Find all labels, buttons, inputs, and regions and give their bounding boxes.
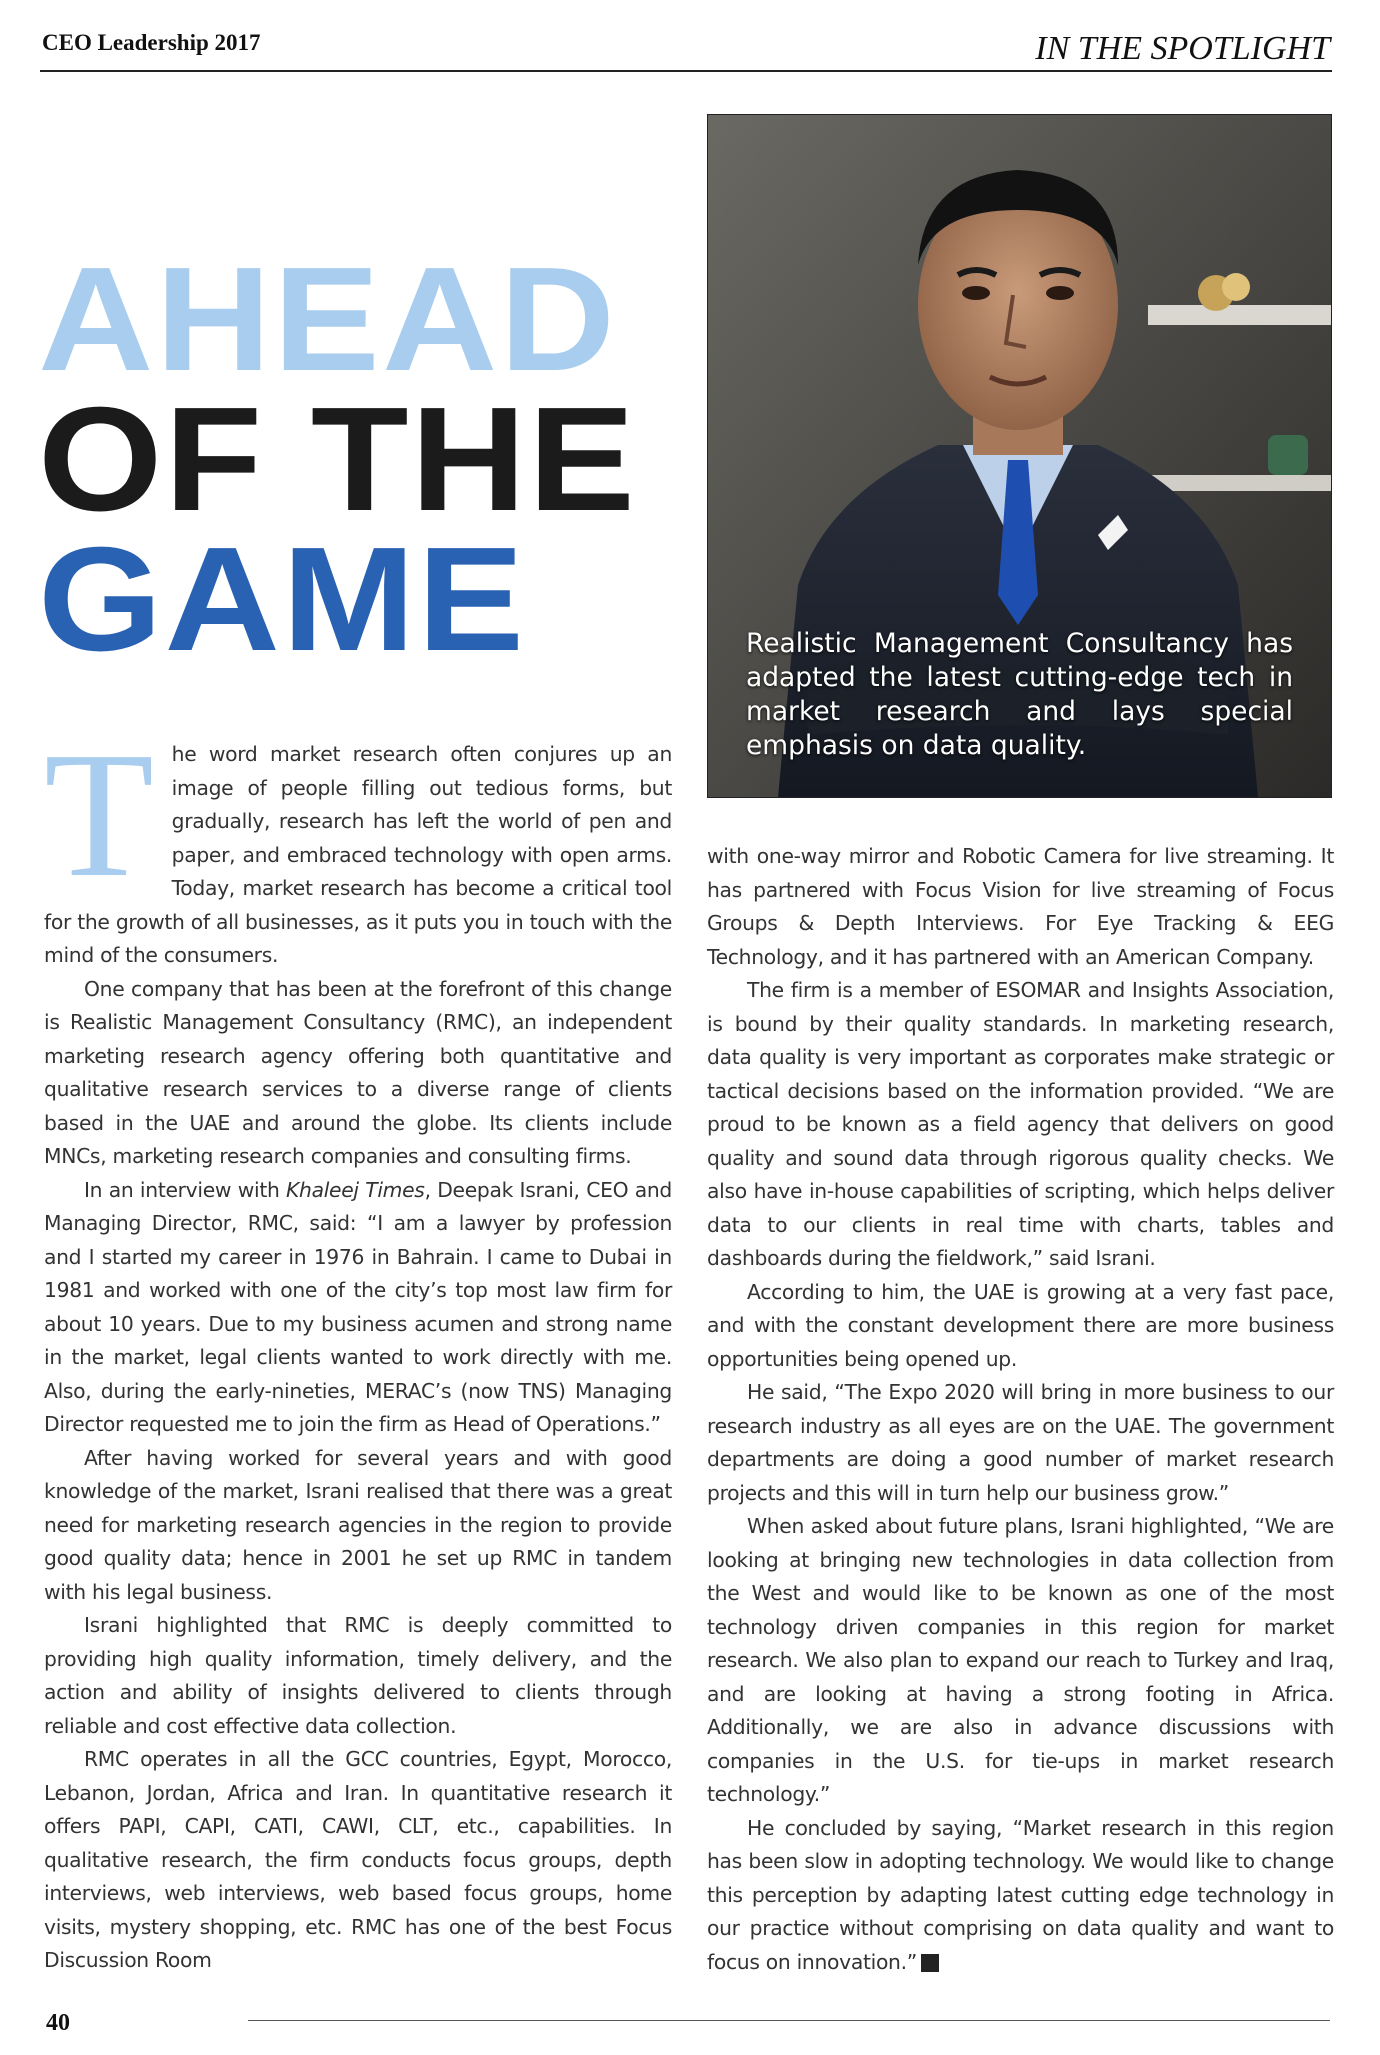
article-column-left <box>44 715 673 1978</box>
photo-caption: Realistic Management Consultancy has adapted the latest cutting-edge tech in market research and lays special emphasis on data quality. <box>746 628 1293 761</box>
paragraph-text: He concluded by saying, “Market research in this region has been slow in adopting technology. We would like to change this perception by adapting latest cutting edge technology in our practice without comprising on data quality and want to focus on innovation.” <box>707 1815 1334 1974</box>
article-paragraph <box>44 1174 672 1442</box>
end-of-article-icon: ■ <box>921 1954 939 1972</box>
drop-cap: T <box>44 715 154 914</box>
article-paragraph: with one-way mirror and Robotic Camera for live streaming. It has partnered with Focus Vision for live streaming of Focus Groups & Depth Interviews. For Eye Tracking & EEG Technology, and it has partnered with an American Company. <box>707 844 1334 969</box>
paragraph-text: he word market research often conjures up an image of people filling out tedious forms, but gradually, research has left the world of pen and paper, and embraced technology with open arms. Today, market research has become a critical tool for the growth of all businesses, as it puts you in touch with the mind of the consumers. <box>44 742 672 967</box>
article-paragraph: Israni highlighted that RMC is deeply committed to providing high quality information, timely delivery, and the action and ability of insights delivered to clients through reliable and cost effective data collection. <box>44 1613 672 1738</box>
headline-line-3: GAME <box>38 517 527 682</box>
article-paragraph: According to him, the UAE is growing at a very fast pace, and with the constant development there are more business opportunities being opened up. <box>707 1279 1334 1371</box>
section-title: IN THE SPOTLIGHT <box>1035 30 1330 67</box>
article-paragraph: He said, “The Expo 2020 will bring in more business to our research industry as all eyes are on the UAE. The government departments are doing a good number of market research projects and this will in turn help our business grow.” <box>707 1380 1334 1505</box>
headline-line-1: AHEAD <box>38 237 618 402</box>
paragraph-text: In an interview with <box>84 1177 287 1202</box>
portrait-photo <box>707 114 1332 798</box>
article-paragraph: After having worked for several years and with good knowledge of the market, Israni realised that there was a great need for marketing research agencies in the region to provide good quality data; hence in 2001 he set up RMC in tandem with his legal business. <box>44 1445 672 1604</box>
headline-line-2: OF THE <box>38 377 638 542</box>
article-paragraph: When asked about future plans, Israni highlighted, “We are looking at bringing new technologies in data collection from the West and would like to be known as one of the most technology driven companies in this region for market research. We also plan to expand our reach to Turkey and Iraq, and are looking at having a strong footing in Africa. Additionally, we are also in advance discussions with companies in the U.S. for tie-ups in market research technology.” <box>707 1514 1334 1806</box>
header-divider <box>40 70 1332 72</box>
article-headline <box>38 237 678 682</box>
article-column-right <box>707 840 1334 1979</box>
article-paragraph <box>707 1812 1334 1980</box>
publication-title: CEO Leadership 2017 <box>42 30 261 55</box>
article-paragraph: RMC operates in all the GCC countries, Egypt, Morocco, Lebanon, Jordan, Africa and Iran. In quantitative research it offers PAPI, CAPI, CATI, CAWI, CLT, etc., capabilities. In qualitative research, the firm conducts focus groups, depth interviews, web interviews, web based focus groups, home visits, mystery shopping, etc. RMC has one of the best Focus Discussion Room <box>44 1747 672 1972</box>
page-number: 40 <box>46 2010 70 2036</box>
article-paragraph <box>44 715 672 973</box>
footer-divider <box>248 2020 1330 2021</box>
article-paragraph: One company that has been at the forefront of this change is Realistic Management Consultancy (RMC), an independent marketing research agency offering both quantitative and qualitative research services to a diverse range of clients based in the UAE and around the globe. Its clients include MNCs, marketing research companies and consulting firms. <box>44 976 672 1168</box>
article-paragraph: The firm is a member of ESOMAR and Insights Association, is bound by their quality standards. In marketing research, data quality is very important as corporates make strategic or tactical decisions based on the information provided. “We are proud to be known as a field agency that delivers on good quality and sound data through rigorous quality checks. We also have in-house capabilities of scripting, which helps deliver data to our clients in real time with charts, tables and dashboards during the fieldwork,” said Israni. <box>707 978 1334 1270</box>
paragraph-text: , Deepak Israni, CEO and Managing Director, RMC, said: “I am a lawyer by profession and I started my career in 1976 in Bahrain. I came to Dubai in 1981 and worked with one of the city’s top most law firm for about 10 years. Due to my business acumen and strong name in the market, legal clients wanted to work directly with me. Also, during the early-nineties, MERAC’s (now TNS) Managing Director requested me to join the firm as Head of Operations.” <box>44 1177 673 1436</box>
newspaper-name: Khaleej Times <box>286 1177 425 1202</box>
